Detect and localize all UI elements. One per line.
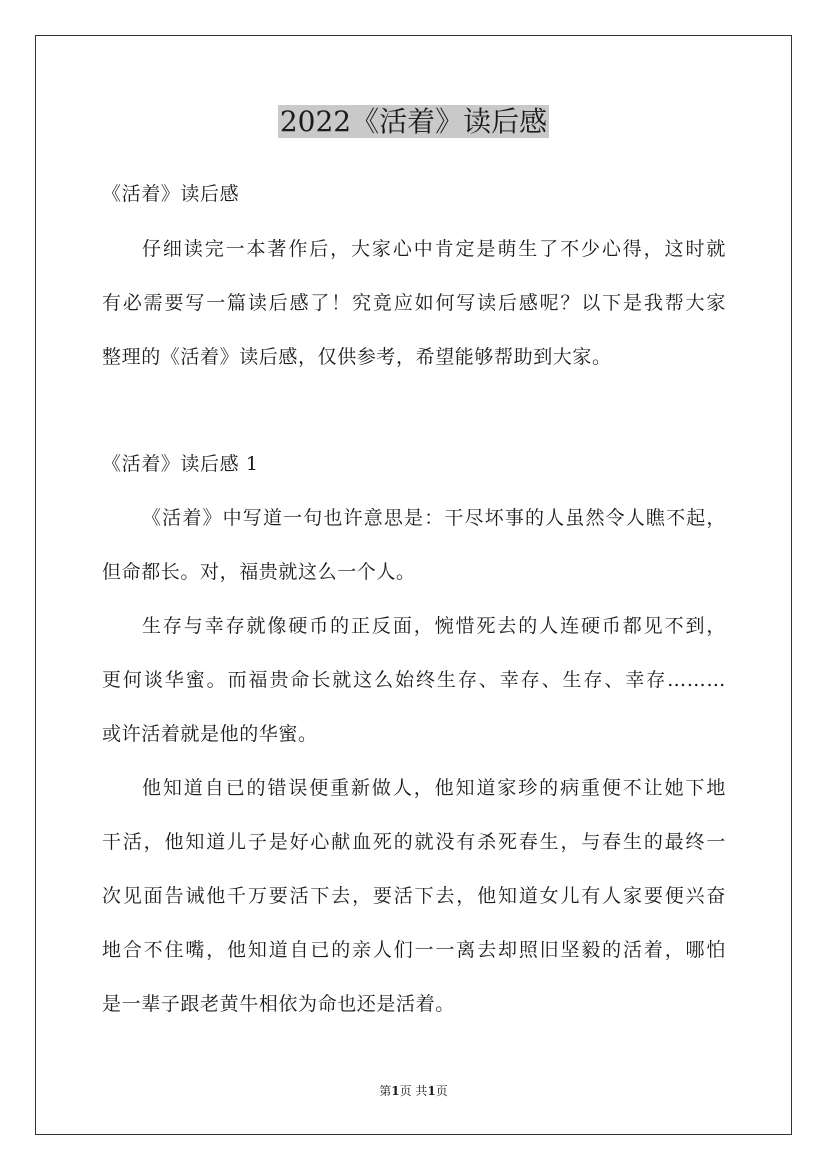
paragraph-line: 更何谈华蜜。而福贵命长就这么始终生存、幸存、生存、幸存……… — [102, 669, 726, 691]
document-title — [0, 104, 827, 140]
intro-line: 仔细读完一本著作后，大家心中肯定是萌生了不少心得，这时就 — [142, 238, 726, 260]
footer-total-pages: 1 — [427, 1084, 436, 1098]
paragraph-line: 但命都长。对，福贵就这么一个人。 — [102, 561, 416, 583]
footer-current-page: 1 — [391, 1084, 400, 1098]
paragraph-line: 他知道自已的错误便重新做人，他知道家珍的病重便不让她下地 — [142, 777, 726, 799]
document-title-text: 2022《活着》读后感 — [279, 105, 548, 138]
paragraph-line: 生存与幸存就像硬币的正反面，惋惜死去的人连硬币都见不到， — [142, 615, 726, 637]
intro-line: 整理的《活着》读后感，仅供参考，希望能够帮助到大家。 — [102, 346, 612, 368]
paragraph-line: 干活，他知道儿子是好心献血死的就没有杀死春生，与春生的最终一 — [102, 831, 726, 853]
footer-prefix: 第 — [379, 1084, 392, 1098]
paragraph-line: 地合不住嘴，他知道自已的亲人们一一离去却照旧坚毅的活着，哪怕 — [102, 939, 726, 961]
subheading: 《活着》读后感 — [102, 183, 240, 205]
intro-line: 有必需要写一篇读后感了！究竟应如何写读后感呢？以下是我帮大家 — [102, 292, 726, 314]
page-footer — [0, 1083, 827, 1099]
paragraph-line: 或许活着就是他的华蜜。 — [102, 723, 318, 745]
footer-suffix: 页 — [435, 1084, 448, 1098]
section-heading: 《活着》读后感 1 — [102, 453, 259, 475]
paragraph-line: 是一辈子跟老黄牛相依为命也还是活着。 — [102, 993, 455, 1015]
paragraph-line: 次见面告诫他千万要活下去，要活下去，他知道女儿有人家要便兴奋 — [102, 885, 726, 907]
footer-mid: 页 共 — [399, 1084, 428, 1098]
paragraph-line: 《活着》中写道一句也许意思是：干尽坏事的人虽然令人瞧不起， — [142, 507, 726, 529]
